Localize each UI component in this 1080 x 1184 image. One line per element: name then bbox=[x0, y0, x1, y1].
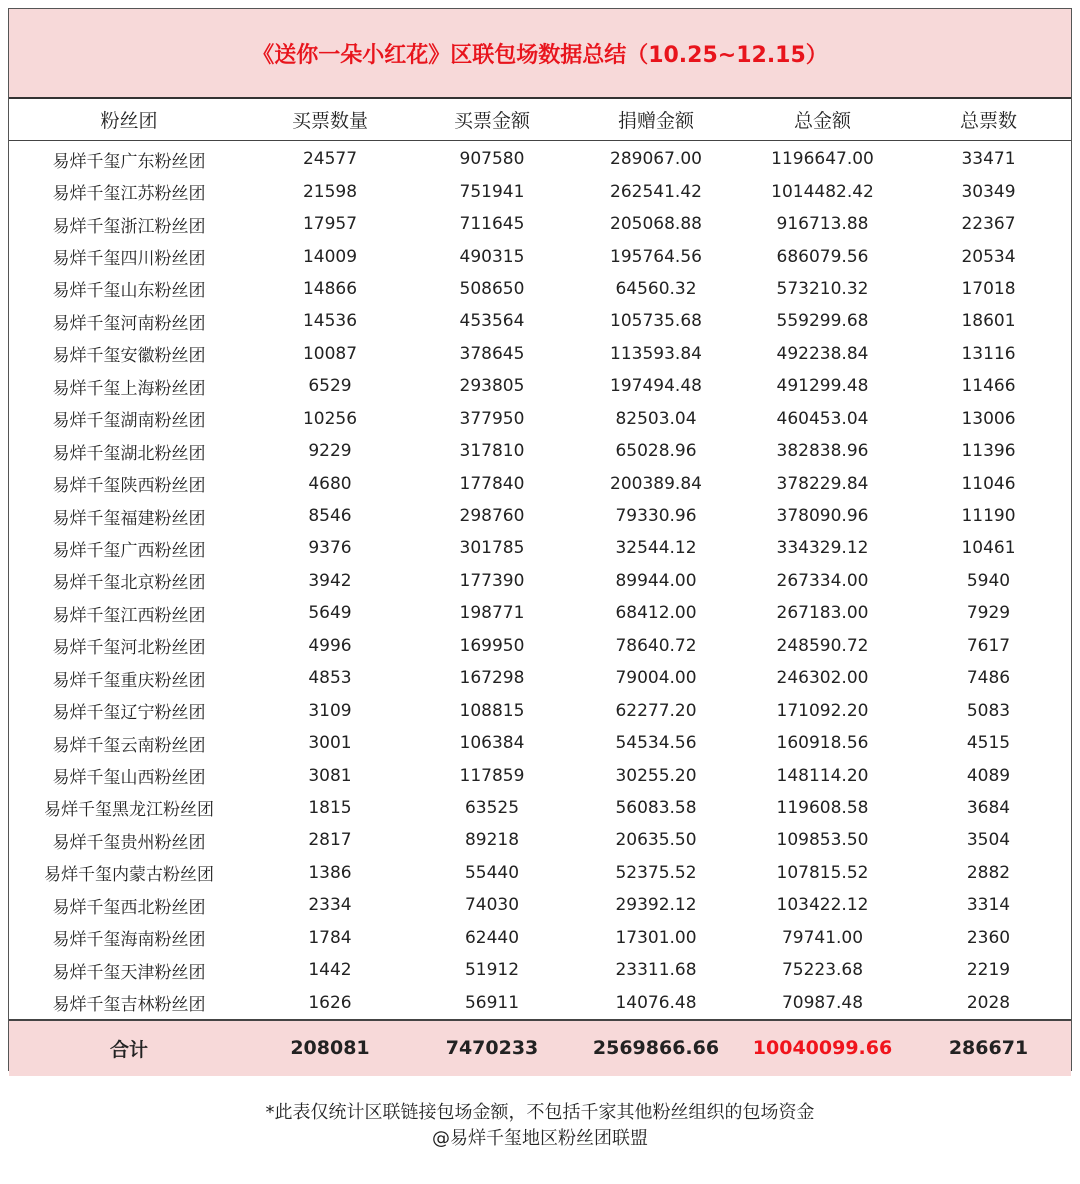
cell-donation-amount: 113593.84 bbox=[610, 343, 702, 364]
cell-ticket-count: 9376 bbox=[308, 538, 352, 559]
cell-ticket-count: 2334 bbox=[308, 895, 352, 916]
cell-ticket-amount: 907580 bbox=[459, 149, 525, 170]
cell-ticket-amount: 106384 bbox=[459, 733, 525, 754]
cell-donation-amount: 89944.00 bbox=[615, 570, 697, 591]
cell-donation-amount: 14076.48 bbox=[615, 992, 697, 1013]
cell-ticket-count: 14536 bbox=[302, 311, 358, 332]
cell-total-tickets: 30349 bbox=[961, 181, 1016, 202]
cell-ticket-amount: 453564 bbox=[459, 311, 525, 332]
credit: @易烊千玺地区粉丝团联盟 bbox=[432, 1128, 648, 1149]
cell-total-amount: 70987.48 bbox=[781, 992, 864, 1013]
cell-ticket-count: 1784 bbox=[308, 927, 352, 948]
cell-donation-amount: 32544.12 bbox=[615, 538, 697, 559]
table-title: 《送你一朵小红花》区联包场数据总结（10.25~12.15） bbox=[252, 42, 828, 68]
cell-donation-amount: 17301.00 bbox=[615, 927, 697, 948]
table-row bbox=[9, 662, 1071, 694]
cell-ticket-amount: 169950 bbox=[459, 635, 525, 656]
table-row bbox=[9, 500, 1071, 532]
total-ticket-count: 208081 bbox=[249, 1020, 411, 1076]
cell-total-tickets: 33471 bbox=[961, 149, 1016, 170]
cell-total-amount: 492238.84 bbox=[776, 343, 869, 364]
cell-fan-club: 易烊千玺湖南粉丝团 bbox=[52, 411, 206, 432]
cell-fan-club: 易烊千玺福建粉丝团 bbox=[52, 508, 206, 529]
cell-total-tickets: 13116 bbox=[961, 343, 1016, 364]
cell-ticket-count: 21598 bbox=[302, 181, 358, 202]
cell-total-amount: 491299.48 bbox=[776, 376, 869, 397]
cell-ticket-amount: 317810 bbox=[459, 441, 525, 462]
cell-total-amount: 79741.00 bbox=[781, 927, 864, 948]
cell-total-tickets: 11190 bbox=[961, 506, 1016, 527]
cell-total-amount: 107815.52 bbox=[776, 862, 869, 883]
cell-total-amount: 171092.20 bbox=[776, 700, 869, 721]
column-header-ticket-count: 买票数量 bbox=[249, 99, 411, 141]
cell-ticket-count: 24577 bbox=[302, 149, 358, 170]
cell-total-tickets: 11396 bbox=[961, 441, 1016, 462]
cell-fan-club: 易烊千玺安徽粉丝团 bbox=[52, 346, 206, 367]
total-total-tickets: 286671 bbox=[906, 1020, 1071, 1076]
cell-ticket-amount: 177840 bbox=[459, 473, 525, 494]
cell-donation-amount: 54534.56 bbox=[615, 733, 697, 754]
cell-total-amount: 246302.00 bbox=[776, 668, 869, 689]
cell-donation-amount: 23311.68 bbox=[615, 960, 697, 981]
cell-donation-amount: 195764.56 bbox=[610, 246, 702, 267]
cell-fan-club: 易烊千玺湖北粉丝团 bbox=[52, 443, 206, 464]
cell-total-tickets: 3684 bbox=[966, 797, 1011, 818]
cell-total-amount: 248590.72 bbox=[776, 635, 869, 656]
cell-ticket-count: 17957 bbox=[302, 214, 358, 235]
table-row bbox=[9, 694, 1071, 726]
cell-total-tickets: 2360 bbox=[966, 927, 1011, 948]
cell-donation-amount: 289067.00 bbox=[610, 149, 702, 170]
cell-total-amount: 103422.12 bbox=[776, 895, 869, 916]
cell-total-amount: 1196647.00 bbox=[771, 149, 874, 170]
cell-total-amount: 334329.12 bbox=[776, 538, 869, 559]
cell-ticket-amount: 298760 bbox=[459, 506, 525, 527]
column-header-donation-amount: 捐赠金额 bbox=[573, 99, 739, 141]
cell-ticket-count: 3109 bbox=[308, 700, 352, 721]
cell-fan-club: 易烊千玺海南粉丝团 bbox=[52, 930, 206, 951]
cell-total-tickets: 7929 bbox=[966, 603, 1011, 624]
cell-fan-club: 易烊千玺广东粉丝团 bbox=[52, 151, 206, 172]
cell-total-amount: 916713.88 bbox=[776, 214, 869, 235]
cell-ticket-count: 1386 bbox=[308, 862, 352, 883]
cell-ticket-count: 8546 bbox=[308, 506, 352, 527]
header-row bbox=[9, 99, 1071, 141]
cell-fan-club: 易烊千玺内蒙古粉丝团 bbox=[44, 865, 214, 886]
title-band bbox=[9, 9, 1071, 99]
table-row bbox=[9, 824, 1071, 856]
cell-ticket-amount: 378645 bbox=[459, 343, 525, 364]
column-header-fan-club: 粉丝团 bbox=[9, 99, 249, 141]
total-ticket-amount: 7470233 bbox=[411, 1020, 573, 1076]
cell-ticket-count: 14009 bbox=[302, 246, 358, 267]
footnote: *此表仅统计区联链接包场金额，不包括千家其他粉丝组织的包场资金 bbox=[265, 1102, 815, 1123]
cell-fan-club: 易烊千玺天津粉丝团 bbox=[52, 962, 206, 983]
cell-total-tickets: 20534 bbox=[961, 246, 1016, 267]
cell-total-tickets: 4089 bbox=[966, 765, 1011, 786]
table-row bbox=[9, 857, 1071, 889]
cell-donation-amount: 29392.12 bbox=[615, 895, 697, 916]
cell-total-tickets: 4515 bbox=[966, 733, 1011, 754]
table-row bbox=[9, 338, 1071, 370]
cell-ticket-count: 6529 bbox=[308, 376, 352, 397]
cell-donation-amount: 79004.00 bbox=[615, 668, 697, 689]
cell-fan-club: 易烊千玺陕西粉丝团 bbox=[52, 476, 206, 497]
cell-ticket-count: 3081 bbox=[308, 765, 352, 786]
cell-ticket-amount: 293805 bbox=[459, 376, 525, 397]
cell-fan-club: 易烊千玺吉林粉丝团 bbox=[52, 995, 206, 1016]
table-row bbox=[9, 954, 1071, 986]
total-row bbox=[9, 1020, 1071, 1076]
cell-total-tickets: 11466 bbox=[961, 376, 1016, 397]
cell-donation-amount: 78640.72 bbox=[615, 635, 697, 656]
cell-fan-club: 易烊千玺重庆粉丝团 bbox=[52, 670, 206, 691]
cell-ticket-count: 5649 bbox=[308, 603, 352, 624]
cell-ticket-count: 14866 bbox=[302, 278, 358, 299]
total-donation-amount: 2569866.66 bbox=[573, 1020, 739, 1076]
table-row bbox=[9, 403, 1071, 435]
cell-ticket-count: 3001 bbox=[308, 733, 352, 754]
table-row bbox=[9, 986, 1071, 1019]
cell-total-amount: 109853.50 bbox=[776, 830, 869, 851]
cell-ticket-count: 10256 bbox=[302, 408, 358, 429]
cell-total-tickets: 5083 bbox=[966, 700, 1011, 721]
table-row bbox=[9, 565, 1071, 597]
table-row bbox=[9, 727, 1071, 759]
cell-total-tickets: 22367 bbox=[961, 214, 1016, 235]
cell-fan-club: 易烊千玺山东粉丝团 bbox=[52, 281, 206, 302]
cell-total-tickets: 5940 bbox=[966, 570, 1011, 591]
cell-ticket-amount: 55440 bbox=[464, 862, 520, 883]
cell-fan-club: 易烊千玺江西粉丝团 bbox=[52, 605, 206, 626]
cell-ticket-count: 4996 bbox=[308, 635, 352, 656]
cell-ticket-amount: 377950 bbox=[459, 408, 525, 429]
column-header-total-tickets: 总票数 bbox=[906, 99, 1071, 141]
cell-ticket-amount: 490315 bbox=[459, 246, 525, 267]
table-row bbox=[9, 792, 1071, 824]
table-row bbox=[9, 208, 1071, 240]
table-row bbox=[9, 889, 1071, 921]
cell-total-amount: 559299.68 bbox=[776, 311, 869, 332]
cell-ticket-amount: 51912 bbox=[464, 960, 520, 981]
cell-donation-amount: 200389.84 bbox=[610, 473, 702, 494]
cell-ticket-count: 1442 bbox=[308, 960, 352, 981]
cell-ticket-amount: 74030 bbox=[464, 895, 520, 916]
column-header-total-amount: 总金额 bbox=[739, 99, 906, 141]
cell-donation-amount: 79330.96 bbox=[615, 506, 697, 527]
cell-donation-amount: 30255.20 bbox=[615, 765, 697, 786]
cell-total-amount: 148114.20 bbox=[776, 765, 869, 786]
cell-ticket-count: 10087 bbox=[302, 343, 358, 364]
table-row bbox=[9, 922, 1071, 954]
summary-table-frame bbox=[8, 8, 1072, 1071]
cell-total-tickets: 11046 bbox=[961, 473, 1016, 494]
cell-ticket-amount: 751941 bbox=[459, 181, 525, 202]
table-row bbox=[9, 273, 1071, 305]
cell-ticket-amount: 108815 bbox=[459, 700, 525, 721]
cell-total-amount: 267334.00 bbox=[776, 570, 869, 591]
cell-total-tickets: 2028 bbox=[966, 992, 1011, 1013]
cell-total-tickets: 7617 bbox=[966, 635, 1011, 656]
cell-total-tickets: 7486 bbox=[966, 668, 1011, 689]
cell-fan-club: 易烊千玺辽宁粉丝团 bbox=[52, 703, 206, 724]
data-table bbox=[9, 99, 1071, 1076]
table-row bbox=[9, 759, 1071, 791]
cell-donation-amount: 197494.48 bbox=[610, 376, 702, 397]
table-body bbox=[9, 141, 1071, 1020]
cell-fan-club: 易烊千玺北京粉丝团 bbox=[52, 573, 206, 594]
cell-donation-amount: 262541.42 bbox=[610, 181, 702, 202]
cell-total-amount: 573210.32 bbox=[776, 278, 869, 299]
cell-fan-club: 易烊千玺广西粉丝团 bbox=[52, 540, 206, 561]
cell-ticket-count: 9229 bbox=[308, 441, 352, 462]
cell-total-tickets: 2219 bbox=[966, 960, 1011, 981]
cell-total-tickets: 3504 bbox=[966, 830, 1011, 851]
total-label: 合计 bbox=[9, 1020, 249, 1076]
cell-donation-amount: 64560.32 bbox=[615, 278, 697, 299]
cell-ticket-count: 1626 bbox=[308, 992, 352, 1013]
cell-total-amount: 75223.68 bbox=[781, 960, 864, 981]
cell-ticket-amount: 117859 bbox=[459, 765, 525, 786]
cell-donation-amount: 68412.00 bbox=[615, 603, 697, 624]
cell-fan-club: 易烊千玺西北粉丝团 bbox=[52, 897, 206, 918]
cell-fan-club: 易烊千玺贵州粉丝团 bbox=[52, 832, 206, 853]
cell-ticket-amount: 301785 bbox=[459, 538, 525, 559]
cell-total-amount: 378229.84 bbox=[776, 473, 869, 494]
cell-fan-club: 易烊千玺山西粉丝团 bbox=[52, 768, 206, 789]
cell-ticket-amount: 198771 bbox=[459, 603, 525, 624]
table-row bbox=[9, 532, 1071, 564]
cell-fan-club: 易烊千玺河南粉丝团 bbox=[52, 313, 206, 334]
cell-donation-amount: 20635.50 bbox=[615, 830, 697, 851]
table-row bbox=[9, 630, 1071, 662]
cell-donation-amount: 65028.96 bbox=[615, 441, 697, 462]
cell-fan-club: 易烊千玺上海粉丝团 bbox=[52, 378, 206, 399]
cell-donation-amount: 105735.68 bbox=[610, 311, 702, 332]
cell-fan-club: 易烊千玺黑龙江粉丝团 bbox=[44, 800, 214, 821]
cell-total-amount: 119608.58 bbox=[776, 797, 869, 818]
cell-total-amount: 378090.96 bbox=[776, 506, 869, 527]
cell-donation-amount: 52375.52 bbox=[615, 862, 697, 883]
cell-ticket-count: 3942 bbox=[308, 570, 352, 591]
cell-total-tickets: 2882 bbox=[966, 862, 1011, 883]
cell-fan-club: 易烊千玺浙江粉丝团 bbox=[52, 216, 206, 237]
cell-fan-club: 易烊千玺江苏粉丝团 bbox=[52, 184, 206, 205]
cell-donation-amount: 82503.04 bbox=[615, 408, 697, 429]
cell-total-amount: 267183.00 bbox=[776, 603, 869, 624]
cell-total-amount: 460453.04 bbox=[776, 408, 869, 429]
cell-ticket-count: 4680 bbox=[308, 473, 352, 494]
cell-ticket-count: 4853 bbox=[308, 668, 352, 689]
cell-fan-club: 易烊千玺河北粉丝团 bbox=[52, 638, 206, 659]
cell-donation-amount: 62277.20 bbox=[615, 700, 697, 721]
cell-donation-amount: 205068.88 bbox=[610, 214, 702, 235]
table-row bbox=[9, 597, 1071, 629]
cell-ticket-amount: 56911 bbox=[464, 992, 520, 1013]
table-row bbox=[9, 305, 1071, 337]
cell-total-amount: 160918.56 bbox=[776, 733, 869, 754]
cell-ticket-amount: 177390 bbox=[459, 570, 525, 591]
cell-ticket-amount: 711645 bbox=[459, 214, 525, 235]
table-row bbox=[9, 467, 1071, 499]
table-row bbox=[9, 435, 1071, 467]
cell-ticket-count: 1815 bbox=[308, 797, 352, 818]
total-total-amount: 10040099.66 bbox=[739, 1020, 906, 1076]
cell-ticket-amount: 89218 bbox=[464, 830, 520, 851]
table-row bbox=[9, 175, 1071, 207]
cell-donation-amount: 56083.58 bbox=[615, 797, 697, 818]
cell-total-tickets: 17018 bbox=[961, 278, 1016, 299]
cell-ticket-amount: 63525 bbox=[464, 797, 520, 818]
cell-total-tickets: 10461 bbox=[961, 538, 1016, 559]
cell-total-amount: 382838.96 bbox=[776, 441, 869, 462]
cell-ticket-amount: 62440 bbox=[464, 927, 520, 948]
cell-ticket-amount: 508650 bbox=[459, 278, 525, 299]
column-header-ticket-amount: 买票金额 bbox=[411, 99, 573, 141]
cell-total-tickets: 3314 bbox=[966, 895, 1011, 916]
cell-fan-club: 易烊千玺云南粉丝团 bbox=[52, 735, 206, 756]
cell-total-tickets: 13006 bbox=[961, 408, 1016, 429]
cell-fan-club: 易烊千玺四川粉丝团 bbox=[52, 249, 206, 270]
table-row bbox=[9, 141, 1071, 176]
table-row bbox=[9, 370, 1071, 402]
cell-total-amount: 1014482.42 bbox=[771, 181, 874, 202]
cell-ticket-amount: 167298 bbox=[459, 668, 525, 689]
cell-ticket-count: 2817 bbox=[308, 830, 352, 851]
cell-total-tickets: 18601 bbox=[961, 311, 1016, 332]
table-row bbox=[9, 240, 1071, 272]
cell-total-amount: 686079.56 bbox=[776, 246, 869, 267]
